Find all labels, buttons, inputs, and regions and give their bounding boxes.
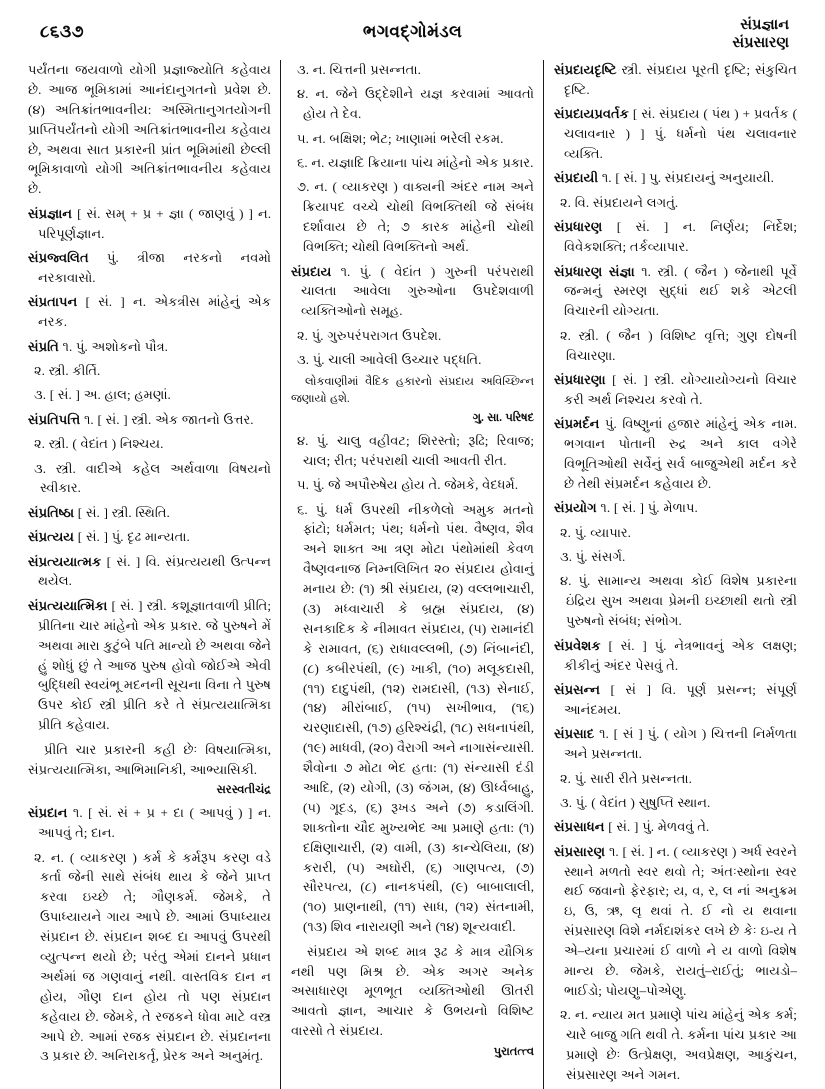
entry-sense: ૪. ન. જેને ઉદ્દેશીને યજ્ઞ કરવામાં આવતો હોય તે દેવ. xyxy=(296,86,534,122)
dictionary-entry xyxy=(554,636,797,676)
entry-definition: ૧. [ સં. ] સ્ત્રી. એક જાતનો ઉત્તર. xyxy=(80,411,254,427)
quotation-source: સરસ્વતીચંદ્ર xyxy=(216,783,271,796)
entry-sense: ૩. પું. સંસર્ગ. xyxy=(559,549,626,565)
entry-definition: [ સં ] વિ. પૂર્ણ પ્રસન્ન; સંપૂર્ણ આનંદમય. xyxy=(563,681,797,717)
entry-definition: [ સં. ] પું. નેત્રભાવનું એક લક્ષણ; કીકીનું અંદર પેસવું તે. xyxy=(563,637,797,673)
running-head-first-entry: સંપ્રજ્ઞાન xyxy=(740,17,789,33)
entry-headword: સંપ્રધારણ સંજ્ઞા xyxy=(553,263,635,279)
entry-sense: ૨. ન. ( વ્યાકરણ ) કર્મ કે કર્મરૂપ કરણ વડે કર્તા જેની સાથે સંબંધ થાય કે જેને પ્રાપ્ત કરવા ઇચ્છે તે; ગૌણકર્મ. જેમકે, તે ઉપાધ્યાયને ગાય આપે છે. આમાં ઉપાધ્યાય સંપ્રદાન છે. સંપ્રદાન શબ્દ દા આપવું ઉપરથી વ્યુત્પન્ન થયો છે; પરંતુ એમાં દાનને પ્રધાન અર્થમાં જ ગણવાનું નથી. વાસ્તવિક દાન ન હોય, ગૌણ દાન હોય તો પણ સંપ્રદાન કહેવાય છે. જેમકે, તે રજકને ધોવા માટે વસ્ત્ર આપે છે. આમાં રજક સંપ્રદાન છે. સંપ્રદાનના ૩ પ્રકાર છે. અનિરાકર્તૃ, પ્રેરક અને અનુમંતૃ. xyxy=(34,849,271,1064)
quotation-source: પુરાતત્ત્વ xyxy=(493,1045,534,1058)
entry-headword: સંપ્રત્યયાત્મક xyxy=(28,553,102,569)
dictionary-entry xyxy=(28,552,271,592)
entry-headword: સંપ્રજ્વલિત xyxy=(28,250,89,266)
entry-definition: ૧. [ સં. ] પું. મેળાપ. xyxy=(596,500,698,516)
entry-sense: ૪. પું. ચાલુ વહીવટ; શિરસ્તો; રૂઢિ; રિવાજ; ચાલ; રીત; પરંપરાથી ચાલી આવતી રીત. xyxy=(296,432,534,468)
entry-definition: ૧. [ સં. ] પુ. સંપ્રદાયનું અનુયાયી. xyxy=(598,170,774,186)
column-3-body xyxy=(554,60,797,1085)
book-title: ભગવદ્ગોમંડલ xyxy=(362,22,463,41)
continued-entry-text: પર્યંતના જયવાળો યોગી પ્રજ્ઞાજ્યોતિ કહેવાય છે. આજ ભૂમિકામાં આનંદાનુગતનો પ્રવેશ છે. (૪) અતિક્રાંતભાવનીય: અસ્મિતાનુગતયોગની પ્રાપ્તિપર્યંતનો યોગી અતિક્રાંતભાવનીય કહેવાય છે, અથવા સાત પ્રકારની પ્રાંત ભૂમિમાંથી છેલ્લી ભૂમિકાવાળો યોગી અતિક્રાંતભાવનીય કહેવાય છે. xyxy=(28,62,271,197)
column-1-body xyxy=(28,60,271,1066)
entry-definition: [ સં. ] સ્ત્રી. સ્થિતિ. xyxy=(74,504,170,520)
entry-definition: પું. વિષ્ણુનાં હજાર માંહેનું એક નામ. ભગવાન પોતાની રુદ્ર અને કાલ વગેરે વિભૂતિઓથી સર્વેનું સર્વ બાજુએથી મર્દન કરે છે તેથી સંપ્રમર્દન કહેવાય છે. xyxy=(563,416,797,491)
entry-note: સંપ્રદાય એ શબ્દ માત્ર રૂઢ કે માત્ર યૌગિક નથી પણ મિશ્ર છે. એક અગર અનેક અસાધારણ મૂળભૂત વ્યક્તિઓથી ઊતરી આવતો જ્ઞાન, આચાર કે ઉભયનો વિશિષ્ટ વારસો તે સંપ્રદાય. xyxy=(290,943,534,1039)
entry-note: પ્રીતિ ચાર પ્રકારની કહી છેઃ વિષયાત્મિકા, સંપ્રત્યયાત્મિકા, આભિમાનિકી, આભ્યાસિકી. xyxy=(28,741,271,777)
entry-sense: ૨. સ્ત્રી. કીર્તિ. xyxy=(34,362,101,378)
dictionary-entry xyxy=(28,803,271,843)
entry-sense: ૨. ન. ન્યાય મત પ્રમાણે પાંચ માંહેનું એક કર્મ; ચારે બાજુ ગતિ થવી તે. કર્મના પાંચ પ્રકાર આ પ્રમાણે છેઃ ઉત્પ્રેક્ષણ, અવપ્રેક્ષણ, આકુંચન, સંપ્રસારણ અને ગમન. xyxy=(559,1007,797,1082)
dictionary-entry xyxy=(554,842,797,1001)
dictionary-entry xyxy=(554,217,797,257)
entry-sense: ૩. સ્ત્રી. વાદીએ કહેલ અર્થવાળા વિષયનો સ્વીકાર. xyxy=(34,460,271,496)
dictionary-entry xyxy=(28,410,271,430)
column-container xyxy=(18,60,807,1089)
dictionary-entry xyxy=(28,337,271,357)
entry-headword: સંપ્રતિ xyxy=(28,338,59,354)
entry-headword: સંપ્રસાધન xyxy=(553,819,605,835)
entry-headword: સંપ્રવેશક xyxy=(553,637,601,653)
dictionary-entry xyxy=(554,680,797,720)
entry-definition: ૧. પું. ( વેદાંત ) ગુરુની પરંપરાથી ચાલતા આવેલા ગુરુઓના ઉપદેશવાળી વ્યક્તિઓનો સમૂહ. xyxy=(300,263,534,319)
dictionary-entry xyxy=(28,204,271,244)
text-column-2 xyxy=(281,60,544,1089)
dictionary-entry xyxy=(554,168,797,188)
entry-sense: ૬. ન. યજ્ઞાદિ ક્રિયાના પાંચ માંહેનો એક પ્રકાર. xyxy=(296,155,534,171)
entry-headword: સંપ્રત્યય xyxy=(28,529,75,545)
dictionary-entry xyxy=(554,498,797,518)
entry-sense: ૩. [ સં. ] અ. હાલ; હમણાં. xyxy=(34,387,171,403)
entry-headword: સંપ્રસન્ન xyxy=(553,681,600,697)
entry-definition: [ સં. ] ન. એકત્રીસ માંહેનું એક નરક. xyxy=(38,294,271,330)
running-heads xyxy=(732,16,789,52)
entry-headword: સંપ્રદાયી xyxy=(553,170,599,186)
entry-sense: ૪. પું. સામાન્ય અથવા કોઈ વિશેષ પ્રકારના ઇંદ્રિય સુખ અથવા પ્રેમની ઇચ્છાથી થતો સ્ત્રી પુરુષનો સંબંધ; સંભોગ. xyxy=(559,573,797,629)
entry-headword: સંપ્રત્યયાત્મિકા xyxy=(28,597,108,613)
entry-sense: ૭. ન. ( વ્યાકરણ ) વાક્યની અંદર નામ અને ક્રિયાપદ વચ્ચે ચોથી વિભક્તિથી જે સંબંધ દર્શાવાય છે તે; ૭ કારક માંહેની ચોથી વિભક્તિ; ચોથી વિભક્તિનો અર્થ. xyxy=(296,179,534,255)
entry-definition: [ સં. ] પું. દૃઢ માન્યતા. xyxy=(74,529,190,545)
entry-headword: સંપ્રદાય xyxy=(290,263,332,279)
entry-sense: ૨. સ્ત્રી. ( વેદાંત ) નિશ્ચય. xyxy=(34,436,164,452)
entry-definition: [ સં. ] ન. નિર્ણય; નિર્દેશ; વિવેકશક્તિ; તર્કવ્યાપાર. xyxy=(563,219,797,255)
entry-headword: સંપ્રયોગ xyxy=(553,500,597,516)
page-header xyxy=(18,14,807,60)
entry-definition: સ્ત્રી. સંપ્રદાય પૂરતી દૃષ્ટિ; સંકુચિત દૃષ્ટિ. xyxy=(563,62,797,97)
entry-definition: [ સં. સંપ્રદાય ( પંથ ) + પ્રવર્તક ( ચલાવનાર ) ] પું. ધર્મનો પંથ ચલાવનાર વ્યક્તિ. xyxy=(563,106,797,162)
entry-headword: સંપ્રતાપન xyxy=(28,294,78,310)
dictionary-entry xyxy=(554,60,797,100)
entry-sense: ૨. પું. સારી રીતે પ્રસન્નતા. xyxy=(559,770,692,786)
text-column-3 xyxy=(544,60,807,1089)
running-head-last-entry: સંપ્રસારણ xyxy=(732,35,789,52)
entry-headword: સંપ્રતિપત્તિ xyxy=(28,411,81,427)
folio-number: ૮૬૩૭ xyxy=(40,22,85,41)
column-2-body xyxy=(291,60,534,1061)
dictionary-entry xyxy=(28,596,271,735)
dictionary-entry xyxy=(554,262,797,322)
entry-definition: ૧. [ સં. સં + પ્ર + દા ( આપવું ) ] ન. આપવું તે; દાન. xyxy=(38,805,271,841)
entry-sense: ૩. પું. ચાલી આવેલી ઉચ્ચાર પદ્ધતિ. xyxy=(296,352,482,368)
entry-definition: ૧. [ સં. ] ન. ( વ્યાકરણ ) અર્ધ સ્વરને સ્થાને મળતો સ્વર થવો તે; અંતઃસ્થોના સ્વર થઈ જવાનો ફેરફાર; ય, વ, ર, લ નાં અનુક્રમ ઇ, ઉ, ઋ, લૃ થવાં તે. ઈ નો ય થવાના સંપ્રસારણ વિશે નર્મદાશંકર લખે છે કેઃ ઇ-ય તે એ–યના પ્રચારમાં ઈ વાળો ને ય વાળો વિશેષ માન્ય છે. જેમકે, રાયતું–રાઈતું; ભાયડો–ભાઈડો; પોયણુ–પોએણુ. xyxy=(563,843,797,998)
entry-sense: ૩. ન. ચિત્તની પ્રસન્નતા. xyxy=(296,62,421,77)
usage-quotation: લોકવાણીમાં વૈદિક હકારનો સંપ્રદાય અવિચ્છિન્ન જણાયો હશે. xyxy=(290,376,534,405)
dictionary-entry xyxy=(554,817,797,837)
entry-definition: [ સં. ] સ્ત્રી. કશૂજ્ઞાતવાળી પ્રીતિ; પ્રીતિના ચાર માંહેનો એક પ્રકાર. જે પુરુષને મેં અથવા મારા કુટુંબે પતિ માન્યો છે અથવા જેને હું શોધું છું તે આજ પુરુષ હોવો જોઈએ એવી બુદ્ધિથી સ્વયંભૂ મદનની સૂચના વિના તે પુરુષ ઉપર કોઈ સ્ત્રી પ્રીતિ કરે તે સંપ્રત્યયાત્મિકા પ્રીતિ કહેવાય. xyxy=(38,597,271,733)
entry-headword: સંપ્રજ્ઞાન xyxy=(28,205,73,221)
entry-headword: સંપ્રધારણા xyxy=(553,371,606,387)
entry-definition: ૧. [ સં ] પું. ( યોગ ) ચિત્તની નિર્મળતા અને પ્રસન્નતા. xyxy=(563,726,797,762)
dictionary-entry xyxy=(28,248,271,288)
entry-definition: [ સં. સમ્ + પ્ર + જ્ઞા ( જાણવું ) ] ન. પરિપૂર્ણજ્ઞાન. xyxy=(38,205,271,241)
text-column-1 xyxy=(18,60,281,1089)
entry-headword: સંપ્રદાયપ્રવર્તક xyxy=(553,106,629,122)
entry-definition: [ સં. ] પું. મેળવવું તે. xyxy=(604,819,710,835)
entry-sense: ૨. પું. ગુરુપરંપરાગત ઉપદેશ. xyxy=(296,327,442,343)
entry-headword: સંપ્રધારણ xyxy=(553,219,603,235)
entry-definition: [ સં. ] વિ. સંપ્રત્યયથી ઉત્પન્ન થયેલ. xyxy=(38,553,271,589)
entry-headword: સંપ્રમર્દન xyxy=(553,416,600,432)
entry-definition: [ સં. ] સ્ત્રી. યોગ્યાયોગ્યનો વિચાર કરી અર્થ નિશ્ચય કરવો તે. xyxy=(563,371,797,407)
dictionary-entry xyxy=(28,292,271,332)
entry-sense: ૨. વિ. સંપ્રદાયને લગતું. xyxy=(559,194,679,210)
entry-headword: સંપ્રદાન xyxy=(28,805,68,821)
dictionary-entry xyxy=(291,262,534,322)
entry-sense: ૩. પું. ( વેદાંત ) સુષુપ્તિ સ્થાન. xyxy=(559,794,711,810)
entry-sense: ૨. પું. વ્યાપાર. xyxy=(559,524,631,540)
entry-definition: પું. ત્રીજા નરકનો નવમો નરકાવાસો. xyxy=(38,250,271,285)
entry-sense: ૬. પું. ધર્મ ઉપરથી નીકળેલો અમુક મતનો ફાંટો; ધર્મમત; પંથ; ધર્મનો પંથ. વૈષ્ણવ, શૈવ અને શાક્ત આ ત્રણ મોટા પંથોમાંથી કેવળ વૈષ્ણવનાજ નિમ્નલિખિત ૨૦ સંપ્રદાય હોવાનું મનાય છે: (૧) શ્રી સંપ્રદાય, (૨) વલ્લભાચારી, (૩) મધ્વાચારી કે બ્રહ્મ સંપ્રદાય, (૪) સનકાદિક કે નીમાવત સંપ્રદાય, (૫) રામાનંદી કે રામાવત, (૬) રાધાવલ્લભી, (૭) નિંબાનંદી, (૮) કબીરપંથી, (૯) ખાકી, (૧૦) મલૂકદાસી, (૧૧) દાદુપંથી, (૧૨) રામદાસી, (૧૩) સેનાઈ, (૧૪) મીરાંબાઈ, (૧૫) સખીભાવ, (૧૬) ચરણાદાસી, (૧૭) હરિશ્ચંદ્રી, (૧૮) સધનાપંથી, (૧૯) માધવી, (૨૦) વૈરાગી અને નાગાસંન્યાસી. શૈવોના ૭ મોટા ભેદ હતા: (૧) સંન્યાસી દંડી આદિ, (૨) યોગી, (૩) જંગમ, (૪) ઊર્ધ્વબાહુ, (૫) ગૂદડ, (૬) રૂખડ અને (૭) કડાલિંગી. શાક્તોના ચૌદ મુખ્યભેદ આ પ્રમાણે હતા: (૧) દક્ષિણાચારી, (૨) વામી, (૩) કાન્ચેલિયા, (૪) કરારી, (૫) અઘોરી, (૬) ગાણપત્ય, (૭) સૌરપત્ય, (૮) નાનકપંથી, (૯) બાબાલાલી, (૧૦) પ્રાણનાથી, (૧૧) સાધ, (૧૨) સંતનામી, (૧૩) શિવ નારાયણી અને (૧૪) શૂન્યવાદી. xyxy=(296,501,534,935)
entry-definition: ૧. સ્ત્રી. ( જૈન ) જેનાથી પૂર્વે જન્મનું સ્મરણ સુદ્ધાં થઈ શકે એટલી વિચારની યોગ્યતા. xyxy=(563,263,797,319)
dictionary-entry xyxy=(554,370,797,410)
entry-headword: સંપ્રસારણ xyxy=(553,843,606,859)
entry-definition: ૧. પું. અશોકનો પૌત્ર. xyxy=(58,338,168,354)
dictionary-entry xyxy=(554,104,797,164)
entry-headword: સંપ્રદાયદૃષ્ટિ xyxy=(553,62,617,77)
entry-sense: ૨. સ્ત્રી. ( જૈન ) વિશિષ્ટ વૃત્તિ; ગુણ દોષની વિચારણા. xyxy=(559,327,797,363)
dictionary-entry xyxy=(28,503,271,523)
dictionary-entry xyxy=(554,414,797,494)
entry-headword: સંપ્રતિષ્ઠા xyxy=(28,504,75,520)
dictionary-entry xyxy=(28,527,271,547)
dictionary-entry xyxy=(554,724,797,764)
entry-headword: સંપ્રસાદ xyxy=(553,726,595,742)
entry-sense: ૫. ન. બક્ષિશ; ભેટ; ખાણામાં ભરેલી રકમ. xyxy=(296,130,504,146)
quotation-source: ગુ. સા. પરિષદ xyxy=(472,411,534,424)
entry-sense: ૫. પું. જે અપૌરુષેય હોય તે. જેમકે, વેદધર્મ. xyxy=(296,477,519,493)
